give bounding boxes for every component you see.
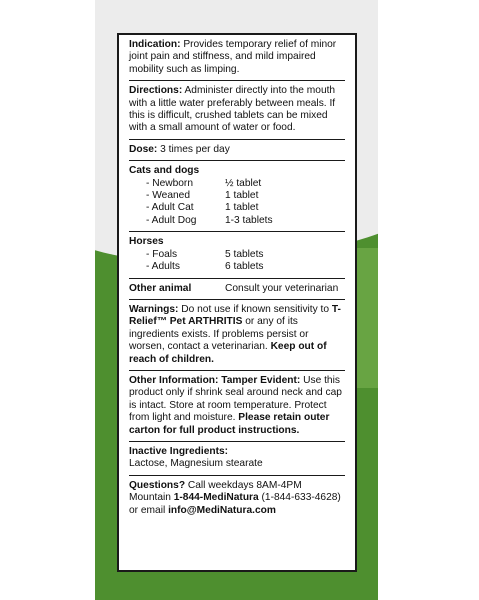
dose-row-value: 1-3 tablets [225, 214, 273, 226]
cats-dogs-section [129, 161, 345, 232]
questions-label: Questions? [129, 479, 186, 491]
cats-dogs-heading: Cats and dogs [129, 165, 200, 177]
dose-row-value: 5 tablets [225, 248, 264, 260]
horses-heading: Horses [129, 236, 164, 248]
dose-text: 3 times per day [157, 143, 230, 155]
warnings-section [129, 300, 345, 371]
questions-text-continued: (1-844-633-4628) or email [129, 492, 341, 516]
keep-out-of-reach-text: Keep out of reach of children. [129, 341, 327, 365]
indication-text: Provides temporary relief of minor joint pain and stiffness, and mild impaired mobility such as limping. [129, 39, 337, 75]
questions-text: Call weekdays 8AM-4PM Mountain [129, 479, 302, 504]
questions-section [129, 476, 345, 521]
other-animal-value: Consult your veterinarian [225, 282, 339, 294]
other-animal-label: Other animal [129, 282, 192, 294]
warnings-text: Do not use if known sensitivity to [178, 303, 332, 315]
dose-row [129, 249, 345, 261]
dose-row-value: ½ tablet [225, 177, 262, 189]
dose-row-value: 1 tablet [225, 190, 259, 202]
dose-row-value: 1 tablet [225, 202, 259, 214]
dose-row [129, 215, 345, 227]
other-information-label: Other Information: Tamper Evident: [129, 374, 301, 386]
horses-section [129, 232, 345, 278]
other-information-section [129, 371, 345, 442]
other-animal-section [129, 279, 345, 300]
dose-row-label: - Weaned [146, 190, 190, 202]
inactive-ingredients-label: Inactive Ingredients: [129, 445, 229, 457]
other-information-text: Use this product only if shrink seal around neck and cap is intact. Store at room temperature. Protect from light and moisture. [129, 374, 342, 424]
indication-section [129, 35, 345, 81]
directions-section [129, 81, 345, 140]
dose-row-label: - Foals [146, 248, 178, 260]
dose-row-label: - Adults [146, 261, 180, 273]
product-brand-name: T-Relief™ Pet ARTHRITIS [129, 303, 341, 328]
retain-carton-text: Please retain outer carton for full product instructions. [129, 412, 330, 436]
other-animal-row [129, 283, 345, 295]
dose-row [129, 202, 345, 214]
email-address: info@MediNatura.com [168, 504, 276, 516]
dose-row [129, 178, 345, 190]
warnings-label: Warnings: [129, 303, 179, 315]
directions-text: Administer directly into the mouth with a little water preferably between meals. If this is difficult, crushed tablets can be mixed with a small amount of water or food. [129, 85, 336, 134]
dose-row-label: - Adult Dog [146, 214, 197, 226]
dose-label: Dose: [129, 143, 158, 155]
dose-row [129, 261, 345, 273]
directions-label: Directions: [129, 85, 183, 97]
phone-number: 1-844-MediNatura [173, 492, 259, 504]
dose-row [129, 190, 345, 202]
dose-section [129, 140, 345, 161]
dose-row-label: - Adult Cat [146, 202, 194, 214]
warnings-text-continued: or any of its ingredients exists. If problems persist or worsen, contact a veterinarian. [129, 316, 309, 353]
inactive-ingredients-section [129, 442, 345, 476]
inactive-ingredients-text: Lactose, Magnesium stearate [129, 458, 263, 470]
label-panel [117, 33, 357, 572]
dose-row-value: 6 tablets [225, 261, 264, 273]
indication-label: Indication: [129, 39, 181, 50]
dose-row-label: - Newborn [146, 177, 193, 189]
